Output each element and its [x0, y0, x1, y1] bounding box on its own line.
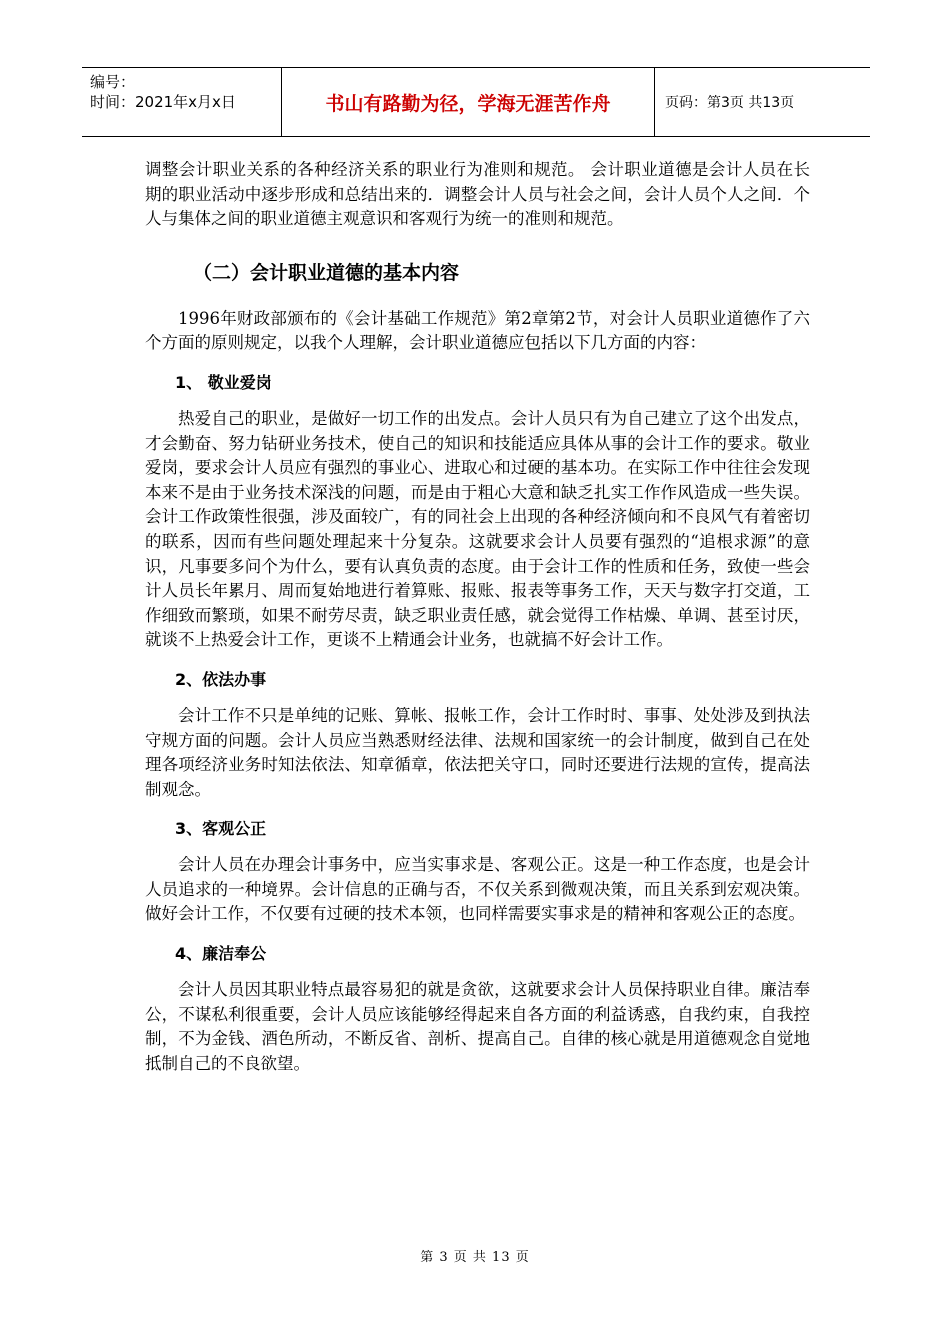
subsection-heading-3: 3、客观公正 — [175, 819, 267, 839]
page-header — [82, 67, 870, 137]
paragraph-section-2: 会计工作不只是单纯的记账、算帐、报帐工作，会计工作时时、事事、处处涉及到执法守规方面的问题。会计人员应当熟悉财经法律、法规和国家统一的会计制度，做到自己在处理各项经济业务时知法依法、知章循章，依法把关守口，同时还要进行法规的宣传，提高法制观念。 — [145, 705, 810, 799]
paragraph-section-3: 会计人员在办理会计事务中，应当实事求是、客观公正。这是一种工作态度，也是会计人员追求的一种境界。会计信息的正确与否，不仅关系到微观决策，而且关系到宏观决策。做好会计工作，不仅要有过硬的技术本领，也同样需要实事求是的精神和客观公正的态度。 — [145, 855, 810, 924]
paragraph-overview: 1996年财政部颁布的《会计基础工作规范》第2章第2节，对会计人员职业道德作了六个方面的原则规定，以我个人理解，会计职业道德应包括以下几方面的内容： — [145, 308, 810, 353]
paragraph-intro: 调整会计职业关系的各种经济关系的职业行为准则和规范。 会计职业道德是会计人员在长期的职业活动中逐步形成和总结出来的．调整会计人员与社会之间，会计人员个人之间．个人与集体之间的职业道德主观意识和客观行为统一的准则和规范。 — [145, 160, 810, 229]
document-body — [145, 158, 810, 1076]
time-label: 时间：2021年x月x日 — [90, 93, 236, 111]
subsection-heading-1: 1、 敬业爱岗 — [175, 372, 272, 392]
subsection-heading-2: 2、依法办事 — [175, 669, 267, 689]
paragraph-section-1: 热爱自己的职业，是做好一切工作的出发点。会计人员只有为自己建立了这个出发点，才会勤奋、努力钻研业务技术，使自己的知识和技能适应具体从事的会计工作的要求。敬业爱岗，要求会计人员应有强烈的事业心、进取心和过硬的基本功。在实际工作中往往会发现本来不是由于业务技术深浅的问题，而是由于粗心大意和缺乏扎实工作作风造成一些失误。会计工作政策性很强，涉及面较广，有的同社会上出现的各种经济倾向和不良风气有着密切的联系，因而有些问题处理起来十分复杂。这就要求会计人员要有强烈的“追根求源”的意识，凡事要多问个为什么，要有认真负责的态度。由于会计工作的性质和任务，致使一些会计人员长年累月、周而复始地进行着算账、报账、报表等事务工作，天天与数字打交道，工作细致而繁琐，如果不耐劳尽责，缺乏职业责任感，就会觉得工作枯燥、单调、甚至讨厌，就谈不上热爱会计工作，更谈不上精通会计业务，也就搞不好会计工作。 — [145, 408, 810, 650]
subsection-heading-4: 4、廉洁奉公 — [175, 944, 267, 964]
header-page-info: 页码：第3页 共13页 — [665, 95, 795, 111]
section-heading: （二）会计职业道德的基本内容 — [193, 261, 460, 284]
header-meta — [82, 68, 282, 136]
page-footer: 第 3 页 共 13 页 — [420, 1250, 530, 1265]
paragraph-section-4: 会计人员因其职业特点最容易犯的就是贪欲，这就要求会计人员保持职业自律。廉洁奉公，不谋私利很重要，会计人员应该能够经得起来自各方面的利益诱惑，自我约束，自我控制，不为金钱、酒色所动，不断反省、剖析、提高自己。自律的核心就是用道德观念自觉地抵制自己的不良欲望。 — [145, 980, 810, 1073]
header-motto: 书山有路勤为径，学海无涯苦作舟 — [282, 68, 655, 136]
number-label: 编号： — [90, 73, 136, 91]
